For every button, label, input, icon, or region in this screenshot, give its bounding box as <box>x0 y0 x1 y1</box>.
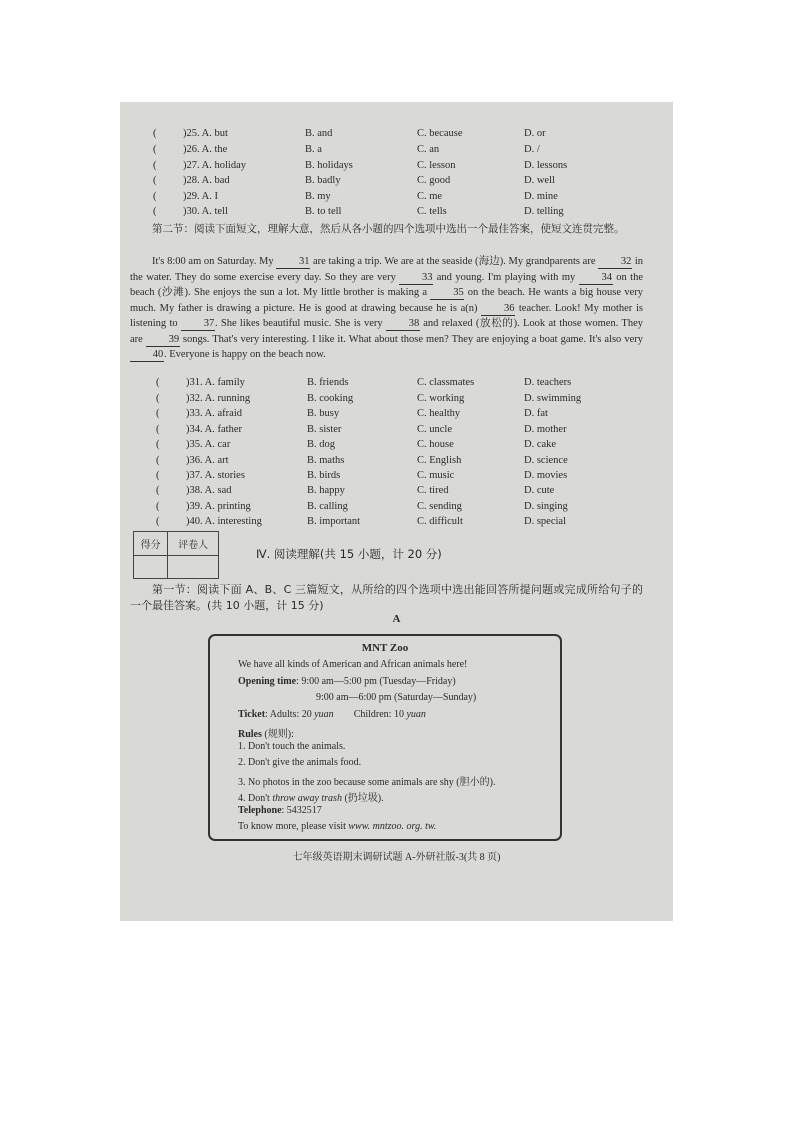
option-text: )31. A. family <box>186 377 245 388</box>
option-text: C. house <box>417 439 454 450</box>
more-info: To know more, please visit www. mntzoo. org. tw. <box>238 821 437 832</box>
option-text: D. / <box>524 144 540 155</box>
zoo-notice-box <box>208 634 562 841</box>
option-text: D. movies <box>524 470 568 481</box>
option-text: D. swimming <box>524 393 582 404</box>
option-text: )35. A. car <box>186 439 231 450</box>
option-text: )39. A. printing <box>186 501 251 512</box>
option-text: B. sister <box>307 424 342 435</box>
option-row <box>120 393 673 408</box>
option-row <box>120 424 673 439</box>
section2-instructions: 第二节：阅读下面短文，理解大意，然后从各小题的四个选项中选出一个最佳答案，使短文连贯完整。 <box>152 223 625 235</box>
option-text: C. sending <box>417 501 462 512</box>
option-text: )40. A. interesting <box>186 516 262 527</box>
option-text: B. dog <box>307 439 336 450</box>
blank-31[interactable]: 31 <box>276 256 310 269</box>
option-text: D. mine <box>524 191 558 202</box>
option-text: C. music <box>417 470 455 481</box>
answer-paren: ( <box>153 144 157 155</box>
blank-34[interactable]: 34 <box>579 272 613 285</box>
opening-time: Opening time: 9:00 am—5:00 pm (Tuesday—Friday) <box>238 676 456 687</box>
option-text: )32. A. running <box>186 393 251 404</box>
option-row <box>120 501 673 516</box>
section4-title: Ⅳ. 阅读理解(共 15 小题，计 20 分) <box>256 547 442 561</box>
option-text: C. difficult <box>417 516 463 527</box>
option-text: C. classmates <box>417 377 475 388</box>
rules-heading: Rules (规则): <box>238 729 294 740</box>
option-text: )28. A. bad <box>183 175 230 186</box>
rule-item: 1. Don't touch the animals. <box>238 741 346 752</box>
option-row <box>120 485 673 500</box>
option-row <box>120 144 673 159</box>
option-text: B. holidays <box>305 160 353 171</box>
option-row <box>120 175 673 190</box>
section4-instructions: 第一节：阅读下面 A、B、C 三篇短文，从所给的四个选项中选出能回答所提问题或完成所给句子的一个最佳答案。(共 10 小题，计 15 分) <box>130 583 643 612</box>
answer-paren: ( <box>156 439 160 450</box>
score-box <box>133 531 219 579</box>
answer-paren: ( <box>153 191 157 202</box>
grader-cell[interactable] <box>168 555 219 579</box>
option-row <box>120 191 673 206</box>
answer-paren: ( <box>156 455 160 466</box>
option-text: D. fat <box>524 408 548 419</box>
answer-paren: ( <box>153 128 157 139</box>
option-text: C. working <box>417 393 465 404</box>
option-text: D. mother <box>524 424 567 435</box>
option-text: )33. A. afraid <box>186 408 242 419</box>
option-text: )25. A. but <box>183 128 228 139</box>
option-text: B. friends <box>307 377 349 388</box>
option-text: C. because <box>417 128 463 139</box>
exam-page <box>120 102 673 921</box>
option-text: D. singing <box>524 501 568 512</box>
rule-item: 3. No photos in the zoo because some animals are shy (胆小的). <box>238 777 496 788</box>
option-text: B. calling <box>307 501 348 512</box>
option-text: B. maths <box>307 455 345 466</box>
option-text: )30. A. tell <box>183 206 228 217</box>
option-text: B. and <box>305 128 333 139</box>
option-row <box>120 160 673 175</box>
option-row <box>120 377 673 392</box>
option-row <box>120 470 673 485</box>
option-text: C. healthy <box>417 408 461 419</box>
option-text: D. or <box>524 128 546 139</box>
option-text: C. me <box>417 191 443 202</box>
blank-38[interactable]: 38 <box>386 318 420 331</box>
option-text: D. special <box>524 516 566 527</box>
option-text: C. an <box>417 144 440 155</box>
option-text: D. science <box>524 455 568 466</box>
option-row <box>120 455 673 470</box>
answer-paren: ( <box>156 377 160 388</box>
option-text: C. English <box>417 455 462 466</box>
answer-paren: ( <box>156 501 160 512</box>
option-row <box>120 408 673 423</box>
blank-40[interactable]: 40 <box>130 349 164 362</box>
blank-36[interactable]: 36 <box>481 303 515 316</box>
option-row <box>120 128 673 143</box>
rule-item: 4. Don't throw away trash (扔垃圾). <box>238 793 384 804</box>
opening-time-weekend: 9:00 am—6:00 pm (Saturday—Sunday) <box>316 692 477 703</box>
option-text: B. a <box>305 144 322 155</box>
zoo-intro: We have all kinds of American and African animals here! <box>238 659 468 670</box>
blank-32[interactable]: 32 <box>598 256 632 269</box>
option-row <box>120 516 673 531</box>
option-text: )34. A. father <box>186 424 242 435</box>
rule-item: 2. Don't give the animals food. <box>238 757 362 768</box>
passage-label: A <box>392 613 401 625</box>
ticket-info: Ticket: Adults: 20 yuan Children: 10 yuan <box>238 709 426 720</box>
option-text: )37. A. stories <box>186 470 245 481</box>
answer-paren: ( <box>156 485 160 496</box>
option-text: B. important <box>307 516 361 527</box>
option-text: C. lesson <box>417 160 456 171</box>
option-text: C. uncle <box>417 424 452 435</box>
cloze-passage: It's 8:00 am on Saturday. My 31 are taking a trip. We are at the seaside (海边). My grandparents are 32 in the water. They do some exercise every day. So they are very 33 and young. I'm playing with my 34 on the beach (沙滩). She enjoys the sun a lot. My little brother is making a 35 on the beach. He wants a big house very much. My father is drawing a picture. He is good at drawing because he is a(n) 36 teacher. Look! My mother is listening to 37. She likes beautiful music. She is very 38 and relaxed (放松的). Look at those women. They are 39 songs. That's very interesting. I like it. What about those men? They are enjoying a boat game. It's also very 40. Everyone is happy on the beach now. <box>130 256 644 360</box>
zoo-url: www. mntzoo. org. tw. <box>348 821 437 832</box>
option-text: D. cake <box>524 439 557 450</box>
option-text: D. lessons <box>524 160 568 171</box>
option-text: B. happy <box>307 485 345 496</box>
zoo-title: MNT Zoo <box>361 642 409 654</box>
answer-paren: ( <box>156 516 160 527</box>
option-text: D. teachers <box>524 377 572 388</box>
answer-paren: ( <box>156 424 160 435</box>
blank-33[interactable]: 33 <box>399 272 433 285</box>
option-row <box>120 439 673 454</box>
option-text: B. birds <box>307 470 341 481</box>
option-text: D. telling <box>524 206 564 217</box>
option-text: )29. A. I <box>183 191 218 202</box>
option-text: )38. A. sad <box>186 485 232 496</box>
blank-39[interactable]: 39 <box>146 334 180 347</box>
option-text: )27. A. holiday <box>183 160 246 171</box>
option-text: )36. A. art <box>186 455 229 466</box>
option-text: C. tired <box>417 485 449 496</box>
option-text: D. cute <box>524 485 555 496</box>
answer-paren: ( <box>153 206 157 217</box>
option-text: C. good <box>417 175 451 186</box>
option-text: B. to tell <box>305 206 342 217</box>
answer-paren: ( <box>153 160 157 171</box>
option-text: B. cooking <box>307 393 354 404</box>
score-cell[interactable] <box>134 555 168 579</box>
answer-paren: ( <box>156 393 160 404</box>
option-row <box>120 206 673 221</box>
answer-paren: ( <box>156 408 160 419</box>
option-text: B. busy <box>307 408 340 419</box>
option-text: )26. A. the <box>183 144 228 155</box>
telephone: Telephone: 5432517 <box>238 805 322 816</box>
option-text: D. well <box>524 175 555 186</box>
page-footer: 七年级英语期末调研试题 A-外研社版-3(共 8 页) <box>292 852 501 863</box>
option-text: B. my <box>305 191 331 202</box>
blank-37[interactable]: 37 <box>181 318 215 331</box>
option-text: C. tells <box>417 206 447 217</box>
grader-label: 评卷人 <box>168 532 219 556</box>
score-label: 得分 <box>134 532 168 556</box>
answer-paren: ( <box>156 470 160 481</box>
option-text: B. badly <box>305 175 341 186</box>
answer-paren: ( <box>153 175 157 186</box>
blank-35[interactable]: 35 <box>430 287 464 300</box>
